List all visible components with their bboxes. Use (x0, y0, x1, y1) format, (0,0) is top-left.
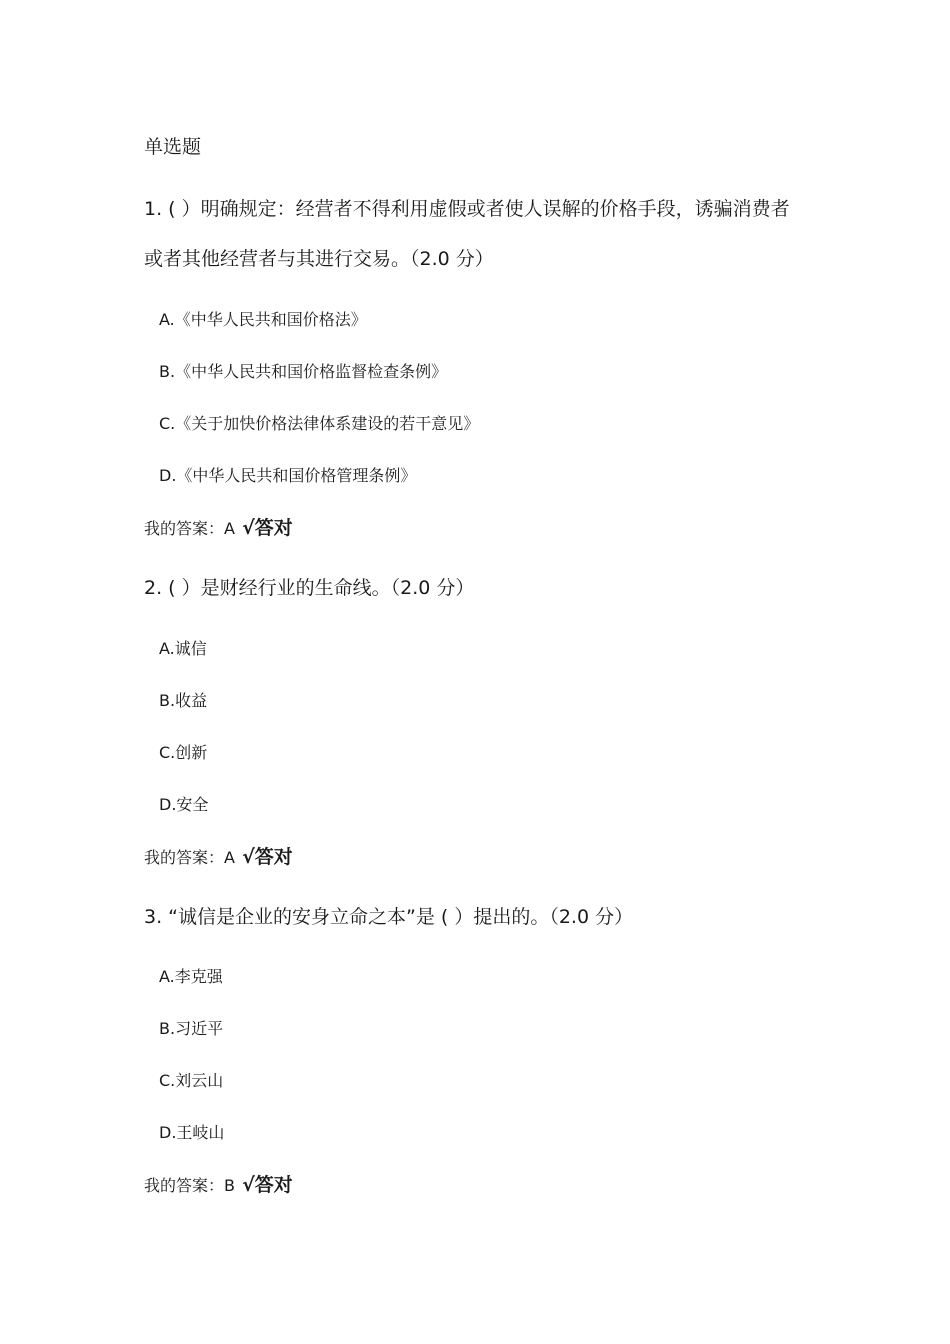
option-c: C.创新 (159, 743, 208, 762)
my-answer-label: 我的答案： (144, 848, 225, 867)
check-icon: √ (242, 846, 255, 868)
my-answer-value: A (224, 519, 235, 538)
option-d: D.王岐山 (159, 1123, 225, 1142)
option-c: C.刘云山 (159, 1071, 224, 1090)
option-d: D.《中华人民共和国价格管理条例》 (159, 466, 417, 485)
check-icon: √ (242, 517, 255, 539)
question-text-line: 2. ( ）是财经行业的生命线。（2.0 分） (144, 577, 475, 599)
my-answer-value: A (224, 848, 235, 867)
my-answer-row (144, 846, 293, 869)
question-text-line: 1. ( ）明确规定：经营者不得利用虚假或者使人误解的价格手段，诱骗消费者 (144, 198, 790, 220)
my-answer-value: B (224, 1176, 235, 1195)
question-text-line: 3. “诚信是企业的安身立命之本”是 ( ）提出的。（2.0 分） (144, 906, 634, 928)
option-a: A.《中华人民共和国价格法》 (159, 310, 367, 329)
my-answer-row (144, 517, 293, 540)
result-text: 答对 (254, 517, 293, 539)
question-text-line: 或者其他经营者与其进行交易。（2.0 分） (144, 248, 494, 270)
option-d: D.安全 (159, 795, 209, 814)
option-a: A.李克强 (159, 967, 223, 986)
check-icon: √ (242, 1174, 255, 1196)
option-b: B.习近平 (159, 1019, 224, 1038)
section-title: 单选题 (144, 136, 202, 158)
option-b: B.《中华人民共和国价格监督检查条例》 (159, 362, 448, 381)
my-answer-label: 我的答案： (144, 1176, 225, 1195)
my-answer-label: 我的答案： (144, 519, 225, 538)
result-text: 答对 (254, 1174, 293, 1196)
option-c: C.《关于加快价格法律体系建设的若干意见》 (159, 414, 480, 433)
my-answer-row (144, 1174, 293, 1197)
option-b: B.收益 (159, 691, 208, 710)
option-a: A.诚信 (159, 639, 207, 658)
result-text: 答对 (254, 846, 293, 868)
